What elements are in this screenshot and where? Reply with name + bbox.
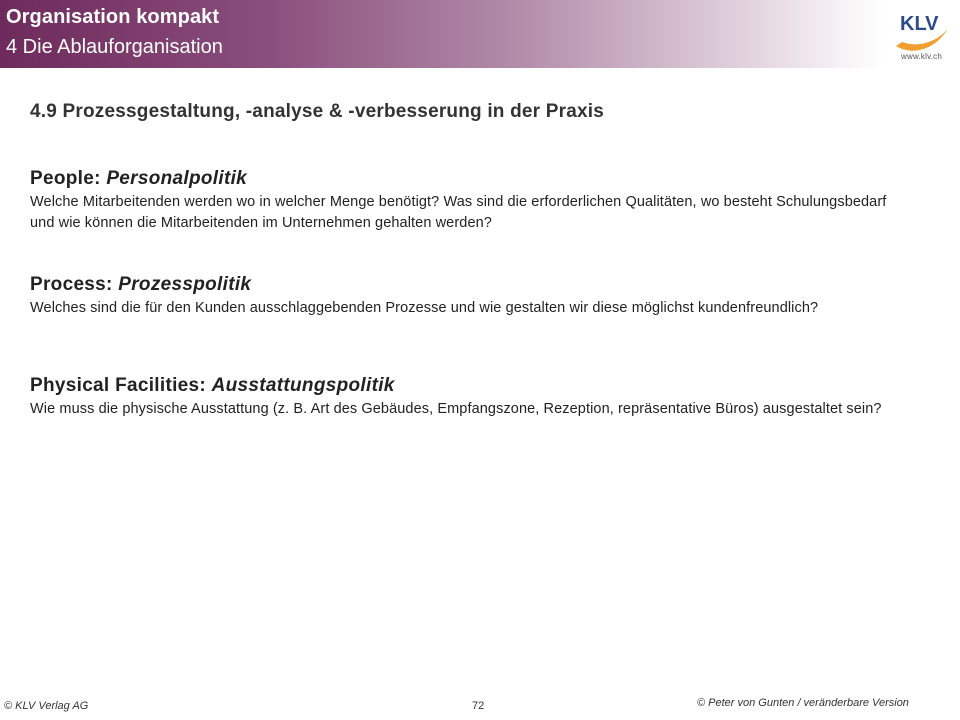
klv-logo-text: KLV (900, 13, 939, 35)
footer-page-number: 72 (472, 700, 485, 712)
header-subtitle: 4 Die Ablauforganisation (6, 36, 223, 58)
block-people (30, 168, 910, 234)
block-text: Welches sind die für den Kunden ausschlaggebenden Prozesse und wie gestalten wir diese möglichst kundenfreundlich? (30, 300, 819, 316)
klv-logo (892, 6, 952, 58)
footer-author: © Peter von Gunten / veränderbare Version (697, 697, 909, 709)
block-text: Welche Mitarbeitenden werden wo in welcher Menge benötigt? Was sind die erforderlichen Qualitäten, wo besteht Schulungsbedarf und wie können die Mitarbeitenden im Unternehmen gehalten werden? (30, 194, 887, 231)
header-title: Organisation kompakt (6, 6, 220, 28)
block-title: Physical Facilities: Ausstattungspolitik (30, 375, 395, 396)
logo-url: www.klv.ch (901, 52, 942, 61)
section-heading: 4.9 Prozessgestaltung, -analyse & -verbesserung in der Praxis (30, 101, 604, 122)
footer-copyright: © KLV Verlag AG (4, 700, 89, 712)
block-process (30, 274, 910, 319)
block-title: Process: Prozesspolitik (30, 274, 252, 295)
block-physical-facilities (30, 375, 910, 420)
block-text: Wie muss die physische Ausstattung (z. B. Art des Gebäudes, Empfangszone, Rezeption, repräsentative Büros) ausgestaltet sein? (30, 401, 882, 417)
block-title: People: Personalpolitik (30, 168, 248, 189)
